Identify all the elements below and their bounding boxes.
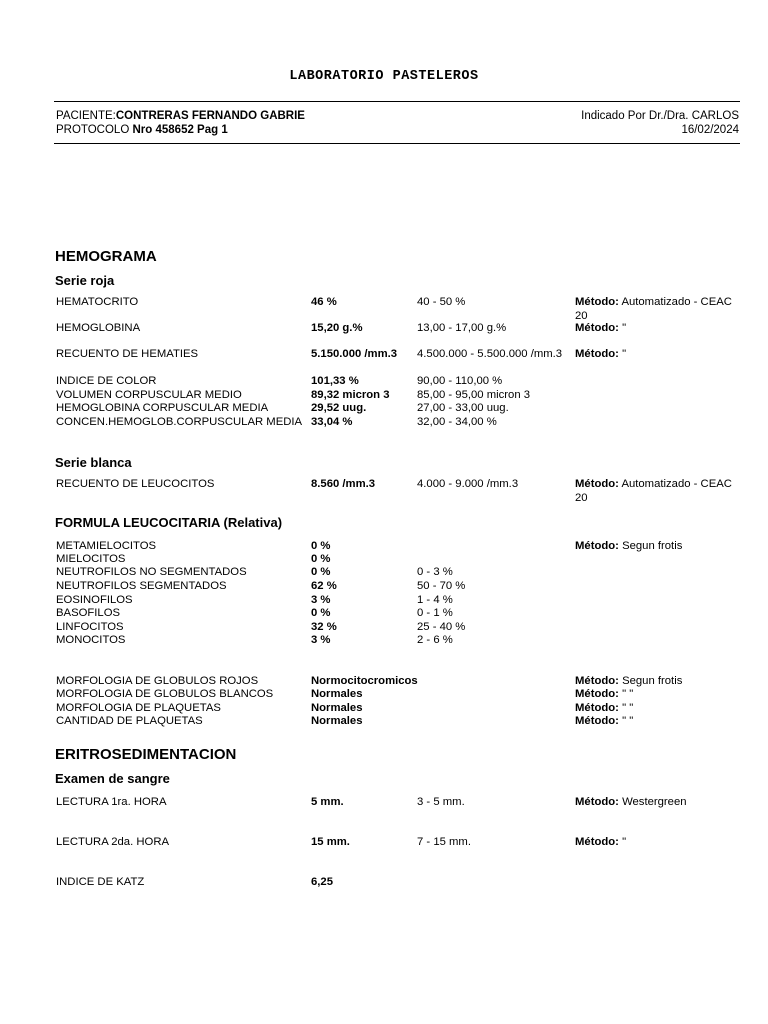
method-value: " (622, 322, 627, 334)
method-label: Método: (575, 715, 619, 727)
test-value: Normales (311, 702, 363, 714)
test-method (575, 796, 743, 810)
formula-subtitle: (Relativa) (223, 515, 283, 530)
reference-range: 7 - 15 mm. (417, 836, 471, 848)
test-name: LECTURA 2da. HORA (56, 836, 170, 848)
test-name: EOSINOFILOS (56, 594, 133, 606)
test-method (575, 702, 743, 716)
method-value: " " (622, 715, 634, 727)
test-value: 89,32 micron 3 (311, 389, 390, 401)
method-value: Automatizado - CEAC 20 (575, 296, 732, 322)
test-name: CANTIDAD DE PLAQUETAS (56, 715, 203, 727)
method-value: Segun frotis (622, 540, 683, 552)
test-name: INDICE DE KATZ (56, 876, 145, 888)
test-value: Normales (311, 688, 363, 700)
patient-line (56, 110, 305, 122)
method-label: Método: (575, 322, 619, 334)
result-row (0, 580, 768, 594)
result-row (0, 402, 768, 416)
method-label: Método: (575, 296, 619, 308)
test-name: HEMOGLOBINA CORPUSCULAR MEDIA (56, 402, 269, 414)
result-row (0, 540, 768, 554)
test-value: 33,04 % (311, 416, 353, 428)
result-row (0, 416, 768, 430)
test-name: NEUTROFILOS SEGMENTADOS (56, 580, 227, 592)
test-method (575, 478, 743, 505)
test-name: RECUENTO DE LEUCOCITOS (56, 478, 215, 490)
subsection-examen-de-sangre: Examen de sangre (55, 771, 170, 786)
test-value: Normocitocromicos (311, 675, 418, 687)
result-row (0, 478, 768, 504)
header-bottom-rule (54, 143, 740, 144)
reference-range: 2 - 6 % (417, 634, 453, 646)
test-name: METAMIELOCITOS (56, 540, 157, 552)
result-row (0, 322, 768, 336)
reference-range: 0 - 3 % (417, 566, 453, 578)
test-name: LINFOCITOS (56, 621, 124, 633)
method-value: " (622, 348, 627, 360)
test-name: MORFOLOGIA DE PLAQUETAS (56, 702, 221, 714)
test-value: 0 % (311, 607, 331, 619)
result-row (0, 876, 768, 890)
method-label: Método: (575, 836, 619, 848)
method-value: Westergreen (622, 796, 687, 808)
test-value: 5.150.000 /mm.3 (311, 348, 398, 360)
result-row (0, 566, 768, 580)
reference-range: 50 - 70 % (417, 580, 466, 592)
test-name: CONCEN.HEMOGLOB.CORPUSCULAR MEDIA (56, 416, 303, 428)
test-name: LECTURA 1ra. HORA (56, 796, 167, 808)
result-row (0, 607, 768, 621)
reference-range: 85,00 - 95,00 micron 3 (417, 389, 531, 401)
test-value: 62 % (311, 580, 337, 592)
test-value: 101,33 % (311, 375, 359, 387)
method-value: " (622, 836, 627, 848)
result-row (0, 836, 768, 850)
result-row (0, 634, 768, 648)
protocol-label: PROTOCOLO (56, 124, 130, 136)
reference-range: 40 - 50 % (417, 296, 466, 308)
test-value: 0 % (311, 566, 331, 578)
result-row (0, 715, 768, 729)
protocol-value: Nro 458652 Pag 1 (132, 124, 228, 136)
subsection-serie-blanca: Serie blanca (55, 455, 132, 470)
section-hemograma: HEMOGRAMA (55, 248, 157, 265)
method-label: Método: (575, 796, 619, 808)
test-name: RECUENTO DE HEMATIES (56, 348, 199, 360)
method-label: Método: (575, 675, 619, 687)
reference-range: 4.000 - 9.000 /mm.3 (417, 478, 519, 490)
method-label: Método: (575, 478, 619, 490)
protocol-line (56, 124, 228, 136)
section-eritrosedimentacion: ERITROSEDIMENTACION (55, 746, 237, 763)
test-method (575, 296, 743, 323)
patient-name: CONTRERAS FERNANDO GABRIE (115, 110, 305, 122)
result-row (0, 796, 768, 810)
result-row (0, 702, 768, 716)
test-method (575, 348, 743, 362)
test-name: MONOCITOS (56, 634, 126, 646)
test-value: 3 % (311, 594, 331, 606)
test-method (575, 540, 743, 554)
method-label: Método: (575, 702, 619, 714)
method-value: Automatizado - CEAC 20 (575, 478, 732, 504)
lab-title: LABORATORIO PASTELEROS (289, 69, 479, 84)
test-name: NEUTROFILOS NO SEGMENTADOS (56, 566, 247, 578)
result-row (0, 375, 768, 389)
result-row (0, 389, 768, 403)
subsection-formula-leucocitaria (55, 515, 282, 530)
patient-label: PACIENTE: (56, 110, 116, 122)
reference-range: 3 - 5 mm. (417, 796, 465, 808)
method-value: " " (622, 702, 634, 714)
method-label: Método: (575, 540, 619, 552)
result-row (0, 675, 768, 689)
test-value: 6,25 (311, 876, 333, 888)
test-name: HEMOGLOBINA (56, 322, 141, 334)
method-value: " " (622, 688, 634, 700)
result-row (0, 594, 768, 608)
reference-range: 25 - 40 % (417, 621, 466, 633)
method-value: Segun frotis (622, 675, 683, 687)
test-value: 5 mm. (311, 796, 344, 808)
test-name: MIELOCITOS (56, 553, 126, 565)
subsection-serie-roja: Serie roja (55, 273, 115, 288)
reference-range: 90,00 - 110,00 % (417, 375, 503, 387)
reference-range: 4.500.000 - 5.500.000 /mm.3 (417, 348, 563, 360)
test-value: 15,20 g.% (311, 322, 363, 334)
test-name: HEMATOCRITO (56, 296, 139, 308)
report-date: 16/02/2024 (681, 124, 739, 136)
result-row (0, 688, 768, 702)
reference-range: 13,00 - 17,00 g.% (417, 322, 507, 334)
test-method (575, 688, 743, 702)
test-value: 3 % (311, 634, 331, 646)
test-name: INDICE DE COLOR (56, 375, 157, 387)
test-value: 32 % (311, 621, 337, 633)
test-name: VOLUMEN CORPUSCULAR MEDIO (56, 389, 242, 401)
header-top-rule (54, 101, 740, 102)
test-name: BASOFILOS (56, 607, 121, 619)
test-method (575, 715, 743, 729)
test-name: MORFOLOGIA DE GLOBULOS ROJOS (56, 675, 259, 687)
reference-range: 0 - 1 % (417, 607, 453, 619)
reference-range: 1 - 4 % (417, 594, 453, 606)
test-value: 0 % (311, 540, 331, 552)
result-row (0, 296, 768, 322)
test-value: Normales (311, 715, 363, 727)
formula-title: FORMULA LEUCOCITARIA (55, 515, 220, 530)
test-method (575, 836, 743, 850)
test-value: 8.560 /mm.3 (311, 478, 376, 490)
result-row (0, 553, 768, 567)
result-row (0, 621, 768, 635)
reference-range: 27,00 - 33,00 uug. (417, 402, 509, 414)
result-row (0, 348, 768, 362)
referred-by: Indicado Por Dr./Dra. CARLOS (581, 110, 739, 122)
test-value: 46 % (311, 296, 337, 308)
test-method (575, 322, 743, 336)
test-value: 15 mm. (311, 836, 350, 848)
test-method (575, 675, 743, 689)
method-label: Método: (575, 348, 619, 360)
test-name: MORFOLOGIA DE GLOBULOS BLANCOS (56, 688, 274, 700)
method-label: Método: (575, 688, 619, 700)
test-value: 0 % (311, 553, 331, 565)
reference-range: 32,00 - 34,00 % (417, 416, 497, 428)
test-value: 29,52 uug. (311, 402, 367, 414)
